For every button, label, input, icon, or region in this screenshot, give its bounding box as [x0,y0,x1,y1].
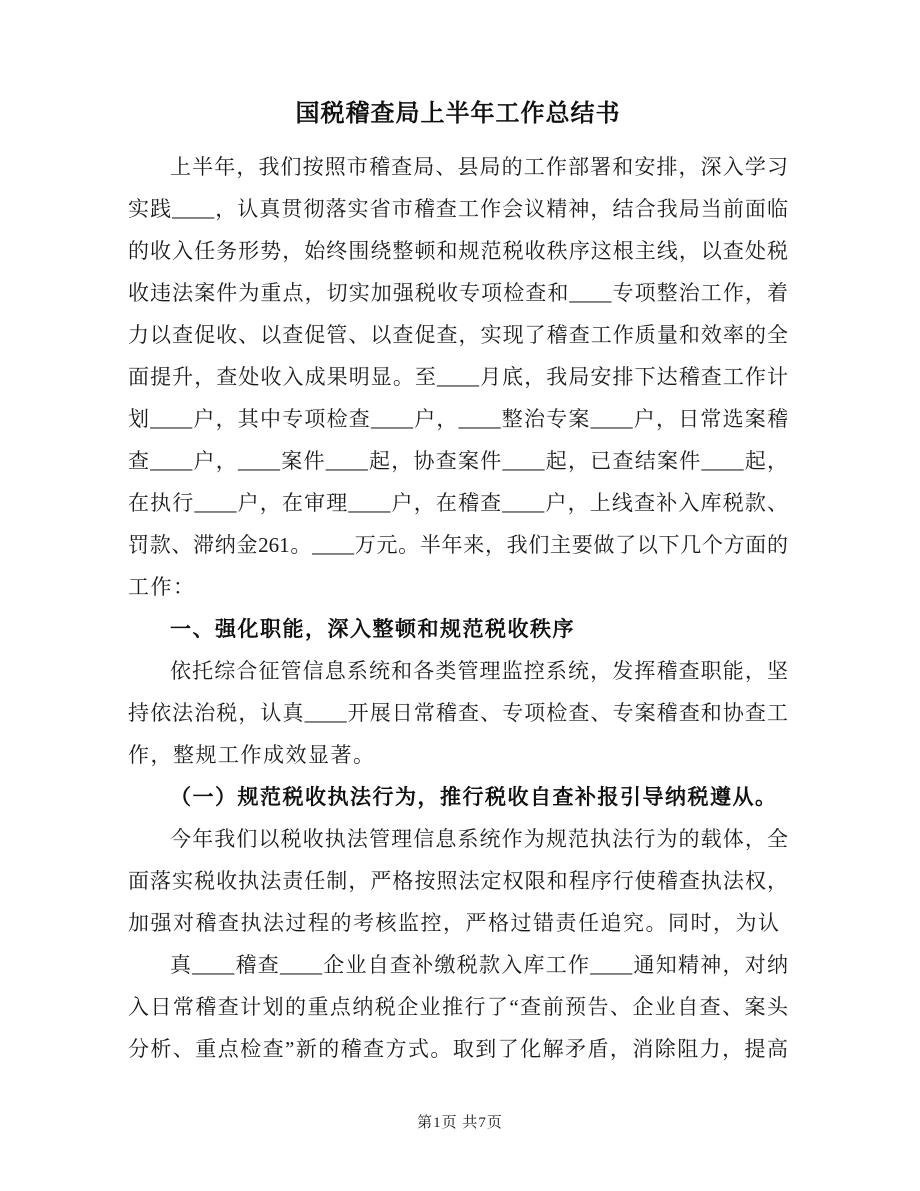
section-heading: （一）规范税收执法行为，推行税收自查补报引导纳税遵从。 [170,785,778,809]
document-body [128,92,788,1070]
text-line: 依托综合征管信息系统和各类管理监控系统，发挥稽查职能，坚 [170,659,788,683]
text-line: 划____户，其中专项检查____户，____整治专案____户，日常选案稽 [128,407,788,431]
text-line: 工作： [128,575,196,599]
text-line: 入日常稽查计划的重点纳税企业推行了“查前预告、企业自查、案头 [128,995,788,1019]
text-line: 上半年，我们按照市稽查局、县局的工作部署和安排，深入学习 [170,155,788,179]
text-line: 分析、重点检查”新的稽查方式。取到了化解矛盾，消除阻力，提高 [128,1037,788,1061]
text-line: 收违法案件为重点，切实加强税收专项检查和____专项整治工作，着 [128,281,788,305]
text-line: 真____稽查____企业自查补缴税款入库工作____通知精神，对纳 [170,953,788,977]
text-line: 今年我们以税收执法管理信息系统作为规范执法行为的载体，全 [170,827,788,851]
text-line: 加强对稽查执法过程的考核监控，严格过错责任追究。同时，为认 [128,911,781,935]
text-line: 查____户，____案件____起，协查案件____起，已查结案件____起， [128,449,788,473]
text-line: 在执行____户，在审理____户，在稽查____户，上线查补入库税款、 [128,491,788,515]
text-line: 的收入任务形势，始终围绕整顿和规范税收秩序这根主线，以查处税 [128,239,788,263]
page-footer: 第1页 共7页 [417,1115,503,1131]
text-line: 作，整规工作成效显著。 [128,743,376,767]
text-line: 面提升，查处收入成果明显。至____月底，我局安排下达稽查工作计 [128,365,788,389]
text-line: 实践____，认真贯彻落实省市稽查工作会议精神，结合我局当前面临 [128,197,788,221]
text-line: 力以查促收、以查促管、以查促查，实现了稽查工作质量和效率的全 [128,323,788,347]
text-line: 罚款、滞纳金261。____万元。半年来，我们主要做了以下几个方面的 [128,533,788,557]
text-line: 面落实税收执法责任制，严格按照法定权限和程序行使稽查执法权， [128,869,788,893]
section-heading: 一、强化职能，深入整顿和规范税收秩序 [170,617,575,641]
text-line: 持依法治税，认真____开展日常稽查、专项检查、专案稽查和协查工 [128,701,788,725]
document-title: 国税稽查局上半年工作总结书 [295,101,621,127]
